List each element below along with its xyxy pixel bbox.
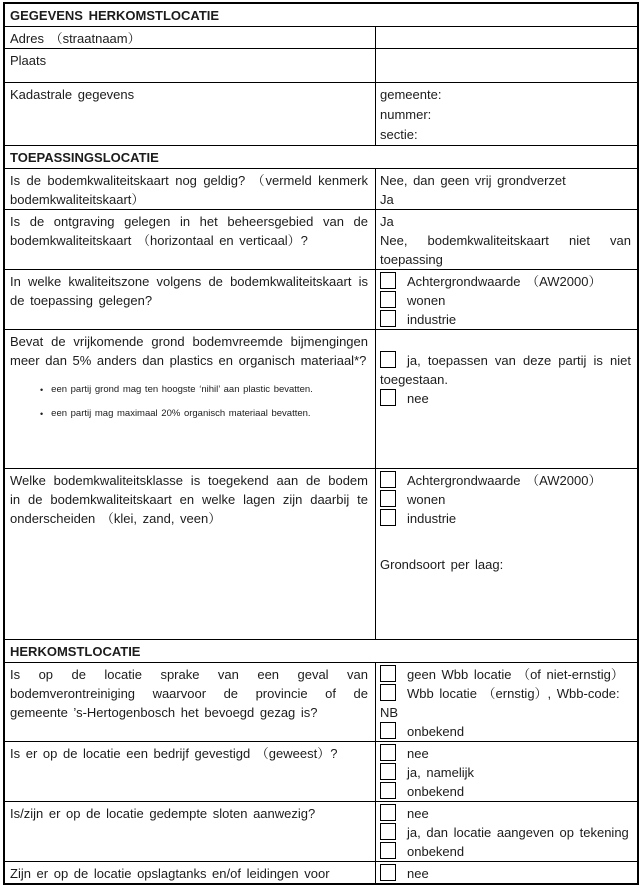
checkbox-label: wonen: [407, 293, 446, 308]
kadastraal-gemeente-label: gemeente:: [380, 87, 442, 102]
note-text: een partij grond mag ten hoogste ‘nihil’ aan plastic bevatten.: [51, 384, 313, 395]
checkbox-label: industrie: [407, 511, 457, 526]
section-header-herkomstlocatie: [5, 639, 637, 662]
geldig-answer-cell: [376, 169, 637, 209]
checkbox-option: [380, 804, 631, 823]
bijmengingen-question: Bevat de vrijkomende grond bodemvreemde bijmengingen meer dan 5% anders dan plastics en organisch materiaal*?: [10, 334, 368, 368]
tanks-options-cell: [376, 862, 637, 883]
plaats-input-cell[interactable]: [376, 49, 637, 82]
ontgraving-answer-cell: [376, 210, 637, 269]
checkbox[interactable]: [380, 864, 396, 881]
checkbox-option: [380, 744, 631, 763]
klasse-question: Welke bodemkwaliteitsklasse is toegekend aan de bodem in de bodemkwaliteitskaart en welke lagen zijn daarbij te onderscheiden （klei, zand, veen）: [5, 469, 376, 639]
checkbox[interactable]: [380, 823, 396, 840]
checkbox-option: [380, 310, 631, 329]
checkbox-option: [380, 864, 631, 883]
adres-label: Adres （straatnaam）: [5, 27, 376, 48]
checkbox-option: [380, 823, 631, 842]
checkbox-label: nee: [407, 391, 429, 406]
checkbox[interactable]: [380, 665, 396, 682]
row-klasse: [5, 468, 637, 639]
checkbox-label: nee: [407, 866, 429, 881]
geldig-answer-nee: Nee, dan geen vrij grondverzet: [380, 173, 566, 188]
checkbox[interactable]: [380, 490, 396, 507]
checkbox-option: [380, 842, 631, 861]
row-tanks: [5, 861, 637, 883]
checkbox[interactable]: [380, 684, 396, 701]
checkbox-label: ja, dan locatie aangeven op tekening: [407, 825, 629, 840]
plaats-label: Plaats: [5, 49, 376, 82]
checkbox-label: onbekend: [407, 844, 465, 859]
checkbox-option: [380, 665, 631, 684]
sloten-question: Is/zijn er op de locatie gedempte sloten aanwezig?: [5, 802, 376, 861]
grondsoort-label: Grondsoort per laag:: [380, 557, 504, 572]
checkbox[interactable]: [380, 389, 396, 406]
checkbox-label: nee: [407, 746, 429, 761]
checkbox-label: Achtergrondwaarde （AW2000）: [407, 473, 602, 488]
bijmengingen-options-cell: [376, 330, 637, 468]
row-plaats: [5, 48, 637, 82]
note-text: een partij mag maximaal 20% organisch materiaal bevatten.: [51, 408, 311, 419]
checkbox-option: [380, 471, 631, 490]
toepassingslocatie-title: TOEPASSINGSLOCATIE: [10, 150, 159, 165]
checkbox-label: ja, namelijk: [407, 765, 475, 780]
geldig-answer-ja: Ja: [380, 192, 394, 207]
note-item: [40, 384, 368, 396]
checkbox-option: [380, 684, 631, 703]
row-bijmengingen: [5, 329, 637, 468]
form-sheet: [3, 2, 639, 885]
checkbox-label: geen Wbb locatie （of niet-ernstig）: [407, 667, 624, 682]
checkbox-label: wonen: [407, 492, 446, 507]
row-wbb: [5, 662, 637, 741]
kadastraal-label: Kadastrale gegevens: [5, 83, 376, 145]
checkbox[interactable]: [380, 509, 396, 526]
checkbox[interactable]: [380, 471, 396, 488]
wbb-nb-label: NB: [380, 705, 399, 720]
checkbox-option: [380, 291, 631, 310]
checkbox[interactable]: [380, 842, 396, 859]
wbb-question: Is op de locatie sprake van een geval van bodemverontreiniging waarvoor de provincie of de gemeente ’s-Hertogenbosch het bevoegd gezag is?: [5, 663, 376, 741]
checkbox[interactable]: [380, 722, 396, 739]
tanks-question: Zijn er op de locatie opslagtanks en/of leidingen voor: [5, 862, 376, 883]
row-adres: [5, 26, 637, 48]
sloten-options-cell: [376, 802, 637, 861]
bedrijf-question: Is er op de locatie een bedrijf gevestigd （geweest）?: [5, 742, 376, 801]
section-header-gegevens: [5, 4, 637, 26]
checkbox-label: onbekend: [407, 724, 465, 739]
checkbox-option: [380, 490, 631, 509]
checkbox[interactable]: [380, 804, 396, 821]
bijmengingen-question-cell: [5, 330, 376, 468]
checkbox-label: Wbb locatie （ernstig）, Wbb-code:: [407, 686, 620, 701]
bedrijf-options-cell: [376, 742, 637, 801]
checkbox-option: [380, 351, 631, 389]
form-title: GEGEVENS HERKOMSTLOCATIE: [10, 8, 220, 23]
bullet-icon: •: [40, 409, 44, 419]
bijmengingen-notes: [10, 384, 368, 420]
row-sloten: [5, 801, 637, 861]
checkbox[interactable]: [380, 744, 396, 761]
checkbox-label: Achtergrondwaarde （AW2000）: [407, 274, 602, 289]
checkbox-option: [380, 389, 631, 408]
adres-input-cell[interactable]: [376, 27, 637, 48]
kwaliteitszone-options-cell: [376, 270, 637, 329]
checkbox-option: [380, 722, 631, 741]
bullet-icon: •: [40, 385, 44, 395]
wbb-options-cell: [376, 663, 637, 741]
checkbox-label: onbekend: [407, 784, 465, 799]
checkbox[interactable]: [380, 782, 396, 799]
kadastraal-nummer-label: nummer:: [380, 107, 432, 122]
section-header-toepassingslocatie: [5, 145, 637, 168]
herkomstlocatie-title: HERKOMSTLOCATIE: [10, 644, 141, 659]
checkbox[interactable]: [380, 272, 396, 289]
note-item: [40, 408, 368, 420]
row-bedrijf: [5, 741, 637, 801]
kwaliteitszone-question: In welke kwaliteitszone volgens de bodemkwaliteitskaart is de toepassing gelegen?: [5, 270, 376, 329]
ontgraving-answer-ja: Ja: [380, 214, 394, 229]
kadastraal-fields-cell: [376, 83, 637, 145]
checkbox-label: nee: [407, 806, 429, 821]
checkbox[interactable]: [380, 763, 396, 780]
checkbox-label: ja, toepassen van deze partij is niet toegestaan.: [380, 353, 631, 387]
checkbox-option: [380, 509, 631, 528]
row-ontgraving: [5, 209, 637, 269]
klasse-options-cell: [376, 469, 637, 639]
row-kwaliteitszone: [5, 269, 637, 329]
checkbox-label: industrie: [407, 312, 457, 327]
row-geldig: [5, 168, 637, 209]
checkbox-option: [380, 763, 631, 782]
ontgraving-question: Is de ontgraving gelegen in het beheersgebied van de bodemkwaliteitskaart （horizontaal en verticaal）?: [5, 210, 376, 269]
ontgraving-answer-nee: Nee, bodemkwaliteitskaart niet van toepassing: [380, 233, 631, 267]
row-kadastraal: [5, 82, 637, 145]
checkbox-option: [380, 272, 631, 291]
checkbox[interactable]: [380, 351, 396, 368]
checkbox[interactable]: [380, 310, 396, 327]
checkbox[interactable]: [380, 291, 396, 308]
geldig-question: Is de bodemkwaliteitskaart nog geldig? （vermeld kenmerk bodemkwaliteitskaart）: [5, 169, 376, 209]
kadastraal-sectie-label: sectie:: [380, 127, 418, 142]
checkbox-option: [380, 782, 631, 801]
